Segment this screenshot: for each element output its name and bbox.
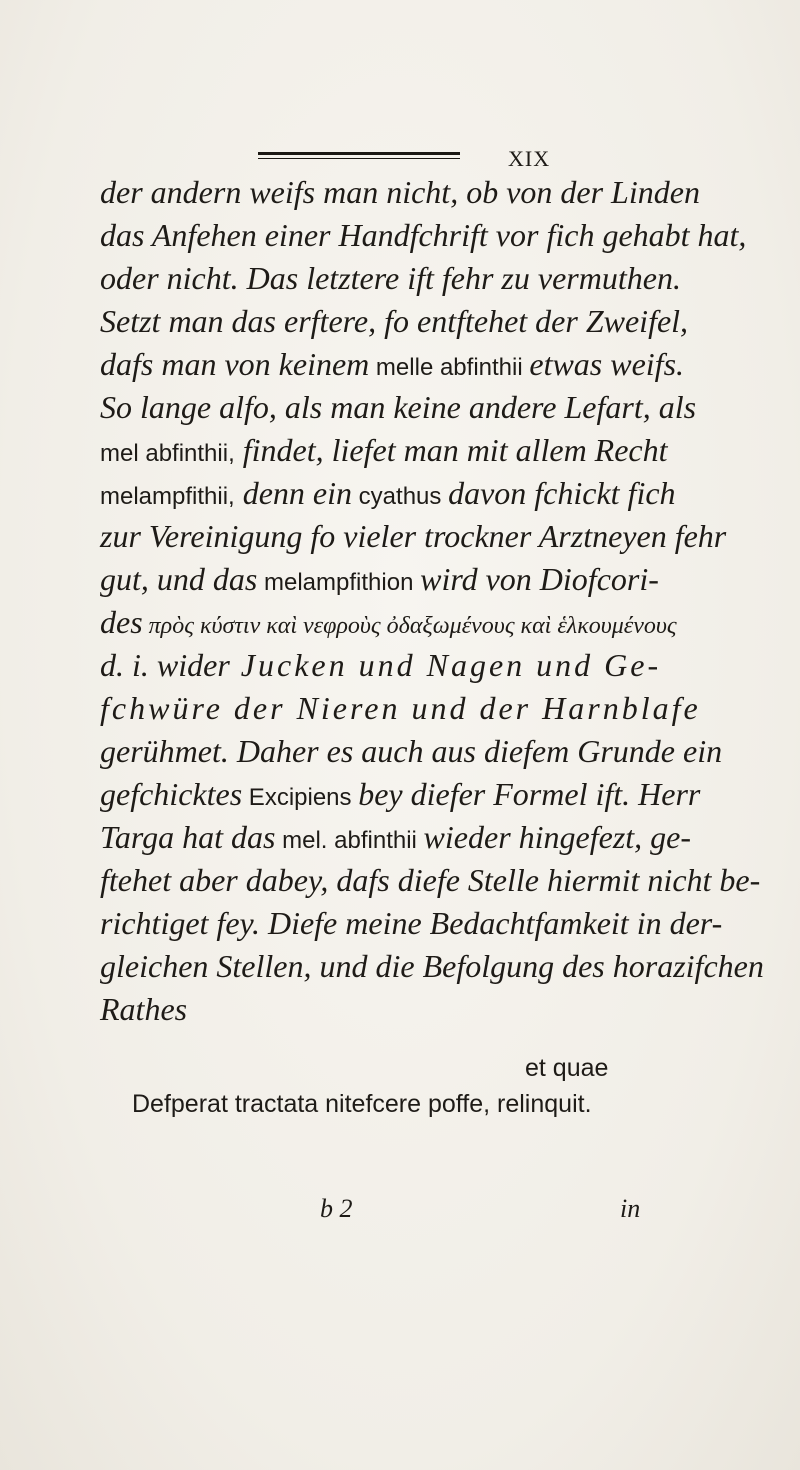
text-run-roman: melle abfinthii (369, 354, 530, 381)
text-line-2 (100, 215, 746, 255)
text-run-roman: mel abfinthii, (100, 440, 235, 467)
text-run: ftehet aber dabey, dafs diefe Stelle hiermit nicht be- (100, 862, 761, 898)
text-run: Rathes (100, 991, 188, 1027)
text-line-4 (100, 301, 688, 341)
text-line-1 (100, 172, 700, 212)
text-run: oder nicht. Das letztere ift fehr zu vermuthen. (100, 260, 681, 296)
text-line-17 (100, 860, 760, 900)
text-run: gut, und das (100, 561, 258, 597)
text-run: d. i. wider (100, 647, 230, 683)
text-run-roman: melampfithii, (100, 483, 235, 510)
text-run: So lange alfo, als man keine andere Lefart, als (100, 389, 697, 425)
text-run-roman: cyathus (352, 483, 449, 510)
text-run: der andern weifs man nicht, ob von der Linden (100, 174, 700, 210)
text-run-spaced: Jucken und Nagen und Ge- (229, 647, 662, 683)
text-run-roman: mel. abfinthii (275, 827, 424, 854)
text-line-6 (100, 387, 696, 427)
text-run: gleichen Stellen, und die Befolgung des horazifchen (100, 948, 764, 984)
text-run: dafs man von keinem (100, 346, 370, 382)
text-run: davon fchickt fich (448, 475, 676, 511)
text-line-7 (100, 430, 668, 474)
text-line-3 (100, 258, 681, 298)
text-run-spaced: fchwüre der Nieren und der Harnblafe (100, 690, 701, 726)
text-run: findet, liefet man mit allem Recht (234, 432, 668, 468)
text-line-8 (100, 473, 676, 517)
text-run: bey diefer Formel ift. Herr (358, 776, 701, 812)
text-run: etwas weifs. (529, 346, 685, 382)
text-run: denn ein (234, 475, 353, 511)
text-run: Targa hat das (100, 819, 276, 855)
text-line-18 (100, 903, 722, 943)
text-run-roman: melampfithion (257, 569, 421, 596)
text-line-10 (100, 559, 659, 603)
text-line-16 (100, 817, 691, 861)
text-line-5 (100, 344, 684, 388)
catchword: in (620, 1194, 641, 1223)
header-rule-thin (258, 158, 460, 159)
text-run: gerühmet. Daher es auch aus diefem Grunde ein (100, 733, 723, 769)
text-run: zur Vereinigung fo vieler trockner Arztneyen fehr (100, 518, 727, 554)
text-run: des (100, 604, 143, 640)
latin-quote-line-2: Defperat tractata nitefcere poffe, relinquit. (132, 1090, 592, 1118)
greek-quotation: πρὸς κύστιν καὶ νεφροὺς ὀδαξωμένους καὶ ἑλκουμένους (142, 613, 677, 639)
header-rule (258, 152, 460, 162)
text-line-15 (100, 774, 700, 818)
text-run: wird von Diofcori- (420, 561, 659, 597)
text-line-20 (100, 989, 187, 1029)
text-line-12 (100, 645, 661, 685)
text-run: gefchicktes (100, 776, 243, 812)
header-rule-thick (258, 152, 460, 155)
text-line-11 (100, 602, 677, 646)
page-number: XIX (508, 146, 551, 171)
text-run: Setzt man das erftere, fo entftehet der Zweifel, (100, 303, 689, 339)
text-run-roman: Excipiens (242, 784, 359, 811)
text-run: wieder hingefezt, ge- (423, 819, 692, 855)
signature-mark: b 2 (320, 1194, 353, 1223)
latin-quote-line-1: et quae (525, 1054, 609, 1082)
text-line-14 (100, 731, 722, 771)
text-run: das Anfehen einer Handfchrift vor fich gehabt hat, (100, 217, 747, 253)
text-line-19 (100, 946, 764, 986)
text-line-9 (100, 516, 726, 556)
text-line-13 (100, 688, 701, 728)
text-run: richtiget fey. Diefe meine Bedachtfamkeit in der- (100, 905, 723, 941)
